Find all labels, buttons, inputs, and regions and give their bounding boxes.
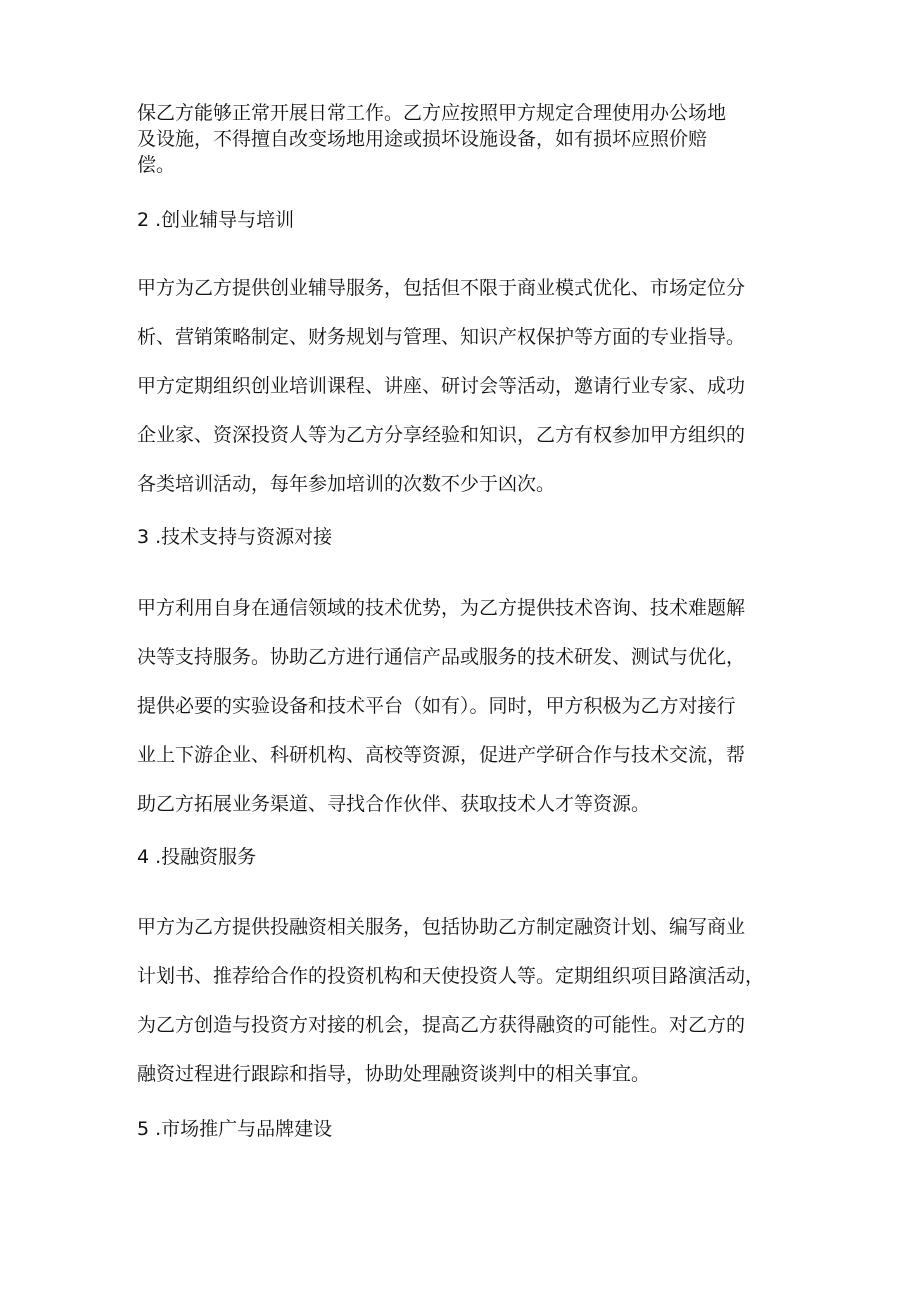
section-paragraph (137, 903, 797, 1099)
text-line: 析、营销策略制定、财务规划与管理、知识产权保护等方面的专业指导。 (137, 326, 746, 348)
text-line: 各类培训活动，每年参加培训的次数不少于凶次。 (137, 473, 556, 495)
text-line: 决等支持服务。协助乙方进行通信产品或服务的技术研发、测试与优化， (137, 646, 746, 668)
section-paragraph (137, 264, 797, 509)
text-line: 甲方利用自身在通信领域的技术优势，为乙方提供技术咨询、技术难题解 (137, 597, 746, 619)
text-line: 及设施，不得擅自改变场地用途或损坏设施设备，如有损坏应照价赔 (137, 128, 708, 150)
text-line: 甲方为乙方提供创业辅导服务，包括但不限于商业模式优化、市场定位分 (137, 277, 746, 299)
section-paragraph (137, 584, 797, 829)
text-line: 计划书、推荐给合作的投资机构和天使投资人等。定期组织项目路演活动， (137, 965, 765, 987)
section-heading: 2 .创业辅导与培训 (137, 209, 295, 231)
section-heading: 3 .技术支持与资源对接 (137, 526, 333, 548)
text-line: 提供必要的实验设备和技术平台（如有）。同时，甲方积极为乙方对接行 (137, 695, 736, 717)
text-line: 为乙方创造与投资方对接的机会，提高乙方获得融资的可能性。对乙方的 (137, 1014, 746, 1036)
text-line: 甲方为乙方提供投融资相关服务，包括协助乙方制定融资计划、编写商业 (137, 916, 746, 938)
text-line: 企业家、资深投资人等为乙方分享经验和知识，乙方有权参加甲方组织的 (137, 424, 746, 446)
text-line: 融资过程进行跟踪和指导，协助处理融资谈判中的相关事宜。 (137, 1063, 651, 1085)
text-line: 助乙方拓展业务渠道、寻找合作伙伴、获取技术人才等资源。 (137, 793, 651, 815)
text-line: 业上下游企业、科研机构、高校等资源，促进产学研合作与技术交流，帮 (137, 744, 746, 766)
section-heading: 5 .市场推广与品牌建设 (137, 1118, 333, 1140)
intro-paragraph (137, 100, 797, 178)
text-line: 保乙方能够正常开展日常工作。乙方应按照甲方规定合理使用办公场地 (137, 102, 727, 124)
section-heading: 4 .投融资服务 (137, 846, 257, 868)
text-line: 甲方定期组织创业培训课程、讲座、研讨会等活动，邀请行业专家、成功 (137, 375, 746, 397)
text-line: 偿。 (137, 154, 176, 176)
